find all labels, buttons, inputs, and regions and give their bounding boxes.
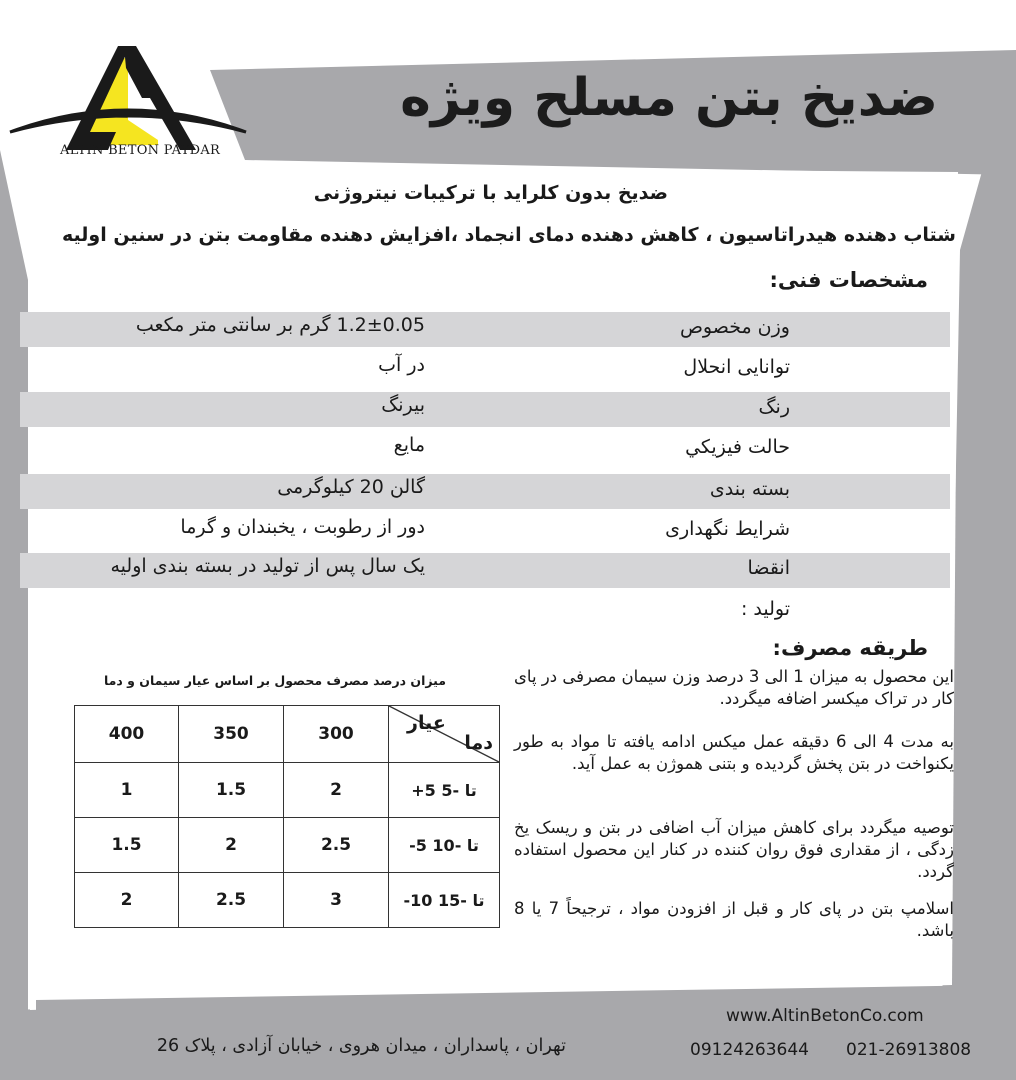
temp-range: -10 تا -15	[389, 873, 500, 928]
spec-value: بیرنگ	[381, 394, 425, 416]
table-cell: 2	[284, 763, 389, 818]
spec-row	[20, 594, 950, 629]
temp-range: -5 تا -10	[389, 818, 500, 873]
table-cell: 1	[75, 763, 179, 818]
usage-paragraph: اسلامپ بتن در پای کار و قبل از افزودن مواد ، ترجیحاً 7 یا 8 باشد.	[514, 899, 954, 940]
spec-row	[20, 514, 950, 549]
grade-300: 300	[284, 706, 389, 763]
table-row	[75, 818, 500, 873]
table-cell: 1.5	[179, 763, 284, 818]
table-caption: میزان درصد مصرف محصول بر اساس عیار سیمان و دما	[103, 673, 447, 688]
phone-mobile[interactable]: 09124263644	[690, 1040, 809, 1060]
table-cell: 2.5	[284, 818, 389, 873]
table-cell: 3	[284, 873, 389, 928]
website-link[interactable]: www.AltinBetonCo.com	[726, 1006, 924, 1026]
corner-label-grade: عیار	[407, 712, 446, 734]
company-address: تهران ، پاسداران ، میدان هروی ، خیابان آزادی ، پلاک 26	[156, 1036, 566, 1056]
page-title: ضدیخ بتن مسلح ویژه	[400, 68, 938, 128]
spec-value: دور از رطوبت ، یخبندان و گرما	[180, 516, 425, 538]
spec-label: وزن مخصوص	[679, 316, 790, 338]
spec-row	[20, 352, 950, 387]
spec-value: یک سال پس از تولید در بسته بندی اولیه	[110, 555, 425, 577]
logo-text: ALTIN BETON PAYDAR	[60, 143, 221, 158]
usage-paragraph: به مدت 4 الی 6 دقیقه عمل میکس ادامه یافته تا مواد به طور یکنواخت در بتن پخش گردیده و بتنی هموژن به عمل آید.	[514, 732, 954, 773]
spec-row	[20, 392, 950, 427]
product-subtitle: ضدیخ بدون کلراید با ترکیبات نیتروژنی	[313, 182, 668, 204]
temp-range: +5 تا -5	[389, 763, 500, 818]
corner-label-temp: دما	[464, 732, 493, 754]
spec-label: توانایی انحلال	[683, 356, 790, 378]
phone-office[interactable]: 021-26913808	[846, 1040, 972, 1060]
grade-400: 400	[75, 706, 179, 763]
table-cell: 2.5	[179, 873, 284, 928]
spec-row	[20, 474, 950, 509]
table-cell: 2	[75, 873, 179, 928]
spec-value: مایع	[393, 434, 425, 456]
table-cell: 2	[179, 818, 284, 873]
table-header-row	[75, 706, 500, 763]
table-row	[75, 873, 500, 928]
table-row	[75, 763, 500, 818]
spec-label: رنگ	[758, 396, 790, 418]
spec-label: حالت فیزیکي	[685, 436, 790, 458]
spec-row	[20, 432, 950, 467]
usage-heading: طریقه مصرف:	[772, 636, 928, 660]
spec-label: انقضا	[747, 557, 790, 579]
spec-label: تولید :	[740, 598, 790, 620]
spec-value: 1.2±0.05 گرم بر سانتی متر مکعب	[135, 314, 425, 336]
usage-paragraph: توصیه میگردد برای کاهش میزان آب اضافی در بتن و ریسک یخ زدگی ، از مقداری فوق روان کننده در کنار این محصول استفاده گردد.	[514, 818, 954, 881]
dosage-table	[74, 705, 500, 928]
corner-cell	[389, 706, 500, 763]
spec-value: در آب	[378, 354, 425, 376]
usage-paragraph: این محصول به میزان 1 الی 3 درصد وزن سیمان مصرفی در پای کار در تراک میکسر اضافه میگردد.	[514, 667, 954, 708]
product-features: شتاب دهنده هیدراتاسیون ، کاهش دهنده دمای انجماد ،افزایش دهنده مقاومت بتن در سنین اولیه	[61, 224, 956, 246]
spec-value: گالن 20 کیلوگرمی	[277, 476, 425, 498]
spec-row	[20, 312, 950, 347]
specs-heading: مشخصات فنی:	[769, 268, 928, 292]
bottom-inner	[36, 985, 1000, 1080]
spec-label: بسته بندی	[709, 478, 790, 500]
spec-label: شرایط نگهداری	[665, 518, 790, 540]
grade-350: 350	[179, 706, 284, 763]
spec-row	[20, 553, 950, 588]
table-cell: 1.5	[75, 818, 179, 873]
